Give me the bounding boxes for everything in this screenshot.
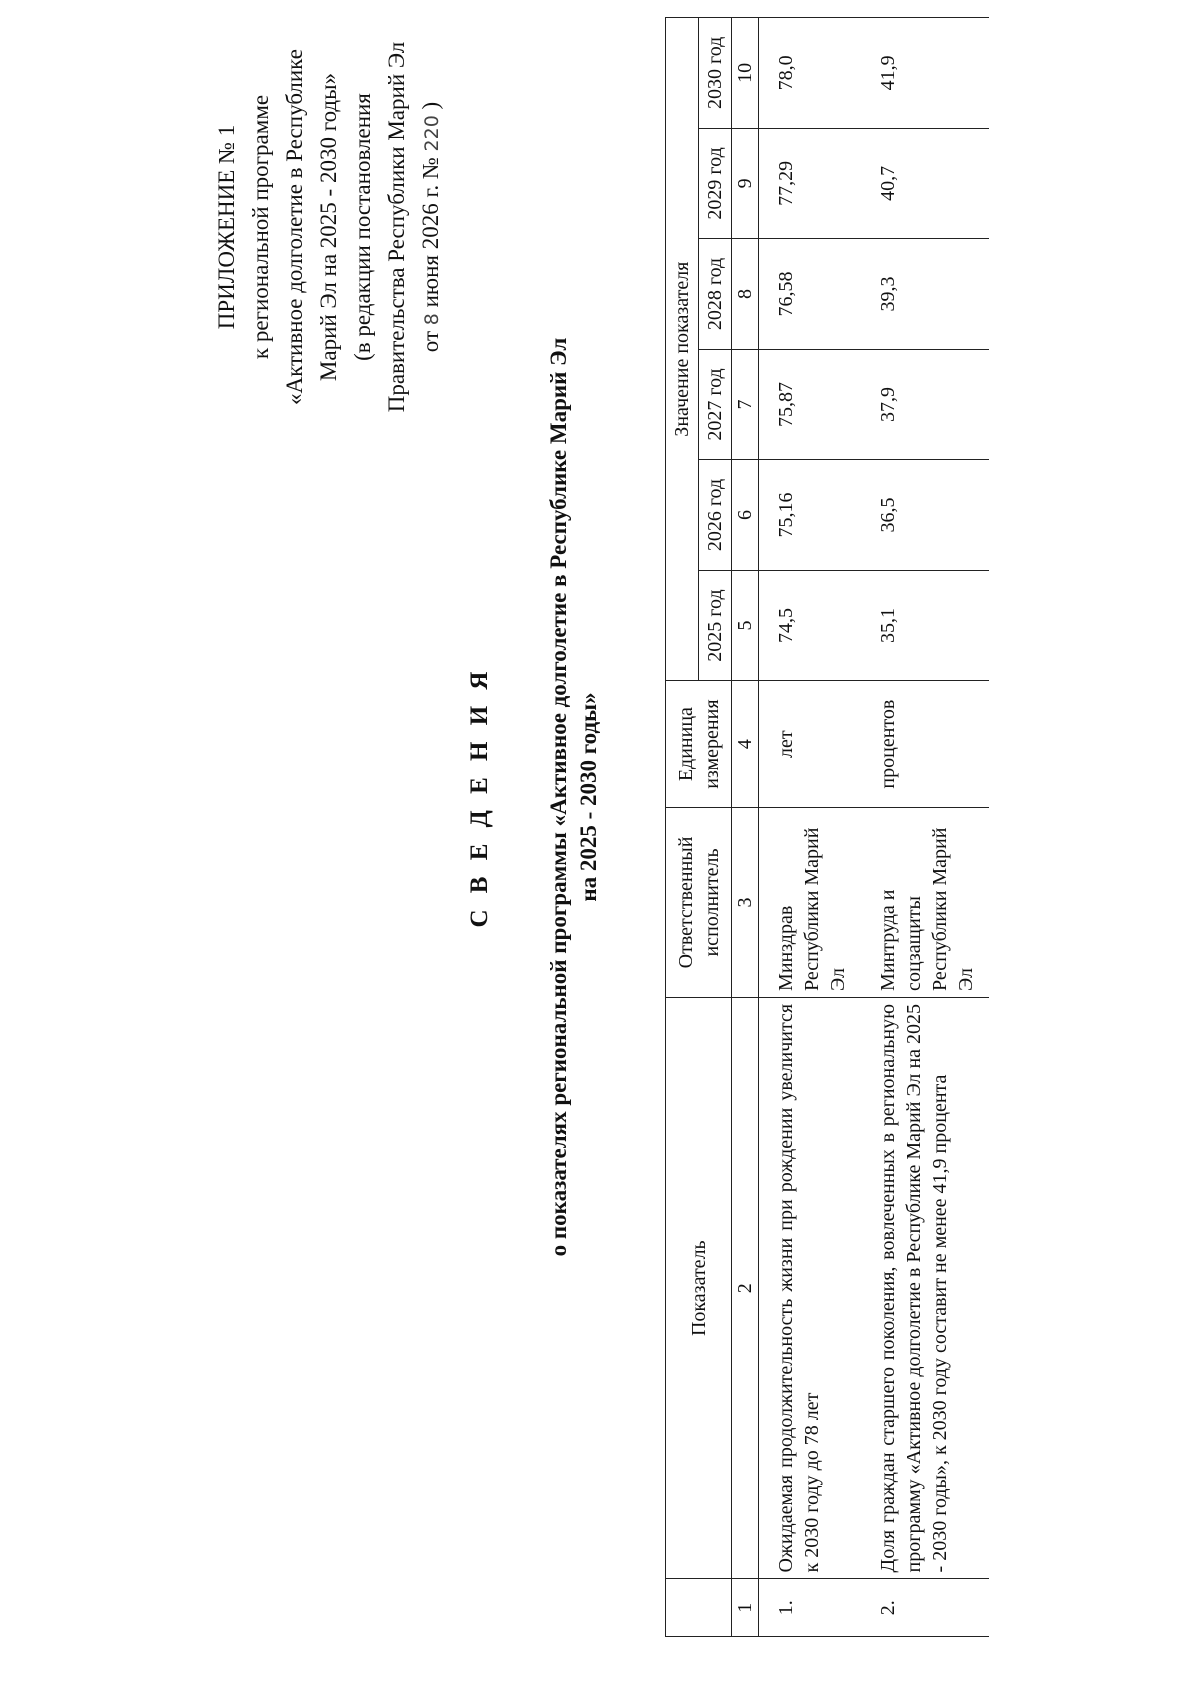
row-value: 35,1 [861,570,989,681]
row-indicator: Ожидаемая продолжительность жизни при рождении увеличится к 2030 году до 78 лет [759,997,862,1579]
row-number: 1. [759,1579,862,1637]
header-indicator: Показатель [666,997,732,1579]
subtitle-line-1: о показателях региональной программы «Активное долголетие в Республике Марий Эл [546,337,571,1257]
column-number: 7 [732,349,759,460]
subtitle-line-2: на 2025 - 2030 годы» [576,692,601,902]
column-numbers-row [732,18,759,1637]
row-value: 75,87 [759,349,862,460]
row-value: 74,5 [759,570,862,681]
page-title: С В Е Д Е Н И Я [466,666,493,928]
date-prefix: от [418,330,443,353]
appendix-line: «Активное долголетие в Республике [282,49,307,406]
column-number: 8 [732,239,759,350]
date-number-handwritten: 220 [421,115,443,152]
appendix-title: ПРИЛОЖЕНИЕ № 1 [214,124,239,330]
row-number: 2. [861,1579,989,1637]
row-indicator: Доля граждан старшего поколения, вовлеченных в региональную программу «Активное долголетие в Республике Марий Эл на 2025 - 2030 годы», к 2030 году составит не менее 41,9 процента [861,997,989,1579]
header-executor: Ответственный исполнитель [666,807,732,997]
appendix-date-line [414,17,449,437]
row-unit: процентов [861,681,989,808]
column-number: 2 [732,997,759,1579]
column-number: 9 [732,128,759,239]
row-value: 76,58 [759,239,862,350]
column-number: 1 [732,1579,759,1637]
column-number: 10 [732,18,759,129]
header-number [666,1579,732,1637]
row-value: 39,3 [861,239,989,350]
column-number: 6 [732,460,759,571]
date-suffix: ) [418,101,443,110]
row-value: 36,5 [861,460,989,571]
indicators-table [665,17,989,1637]
header-year-2029: 2029 год [699,128,732,239]
column-number: 5 [732,570,759,681]
row-value: 77,29 [759,128,862,239]
row-value: 78,0 [759,18,862,129]
row-value: 75,16 [759,460,862,571]
document-heading [460,97,604,1497]
appendix-line: Марий Эл на 2025 - 2030 годы» [316,72,341,382]
header-year-2025: 2025 год [699,570,732,681]
column-number: 4 [732,681,759,808]
appendix-line: Правительства Республики Марий Эл [384,41,409,413]
row-value: 37,9 [861,349,989,460]
date-day-handwritten: 8 [421,313,443,326]
appendix-line: к региональной программе [248,94,273,360]
column-number: 3 [732,807,759,997]
row-executor: Минтруда и соцзащиты Республики Марий Эл [861,807,989,997]
header-year-2027: 2027 год [699,349,732,460]
header-year-2030: 2030 год [699,18,732,129]
row-value: 41,9 [861,18,989,129]
table-row [759,18,862,1637]
header-year-2026: 2026 год [699,460,732,571]
row-unit: лет [759,681,862,808]
appendix-line: (в редакции постановления [350,93,375,361]
row-value: 40,7 [861,128,989,239]
header-year-2028: 2028 год [699,239,732,350]
header-unit: Единица измерения [666,681,732,808]
row-executor: Минздрав Республики Марий Эл [759,807,862,997]
header-values-group: Значение показателя [666,18,699,681]
date-rest: июня 2026 г. № [418,157,443,308]
appendix-block [210,17,449,437]
table-row [861,18,989,1637]
